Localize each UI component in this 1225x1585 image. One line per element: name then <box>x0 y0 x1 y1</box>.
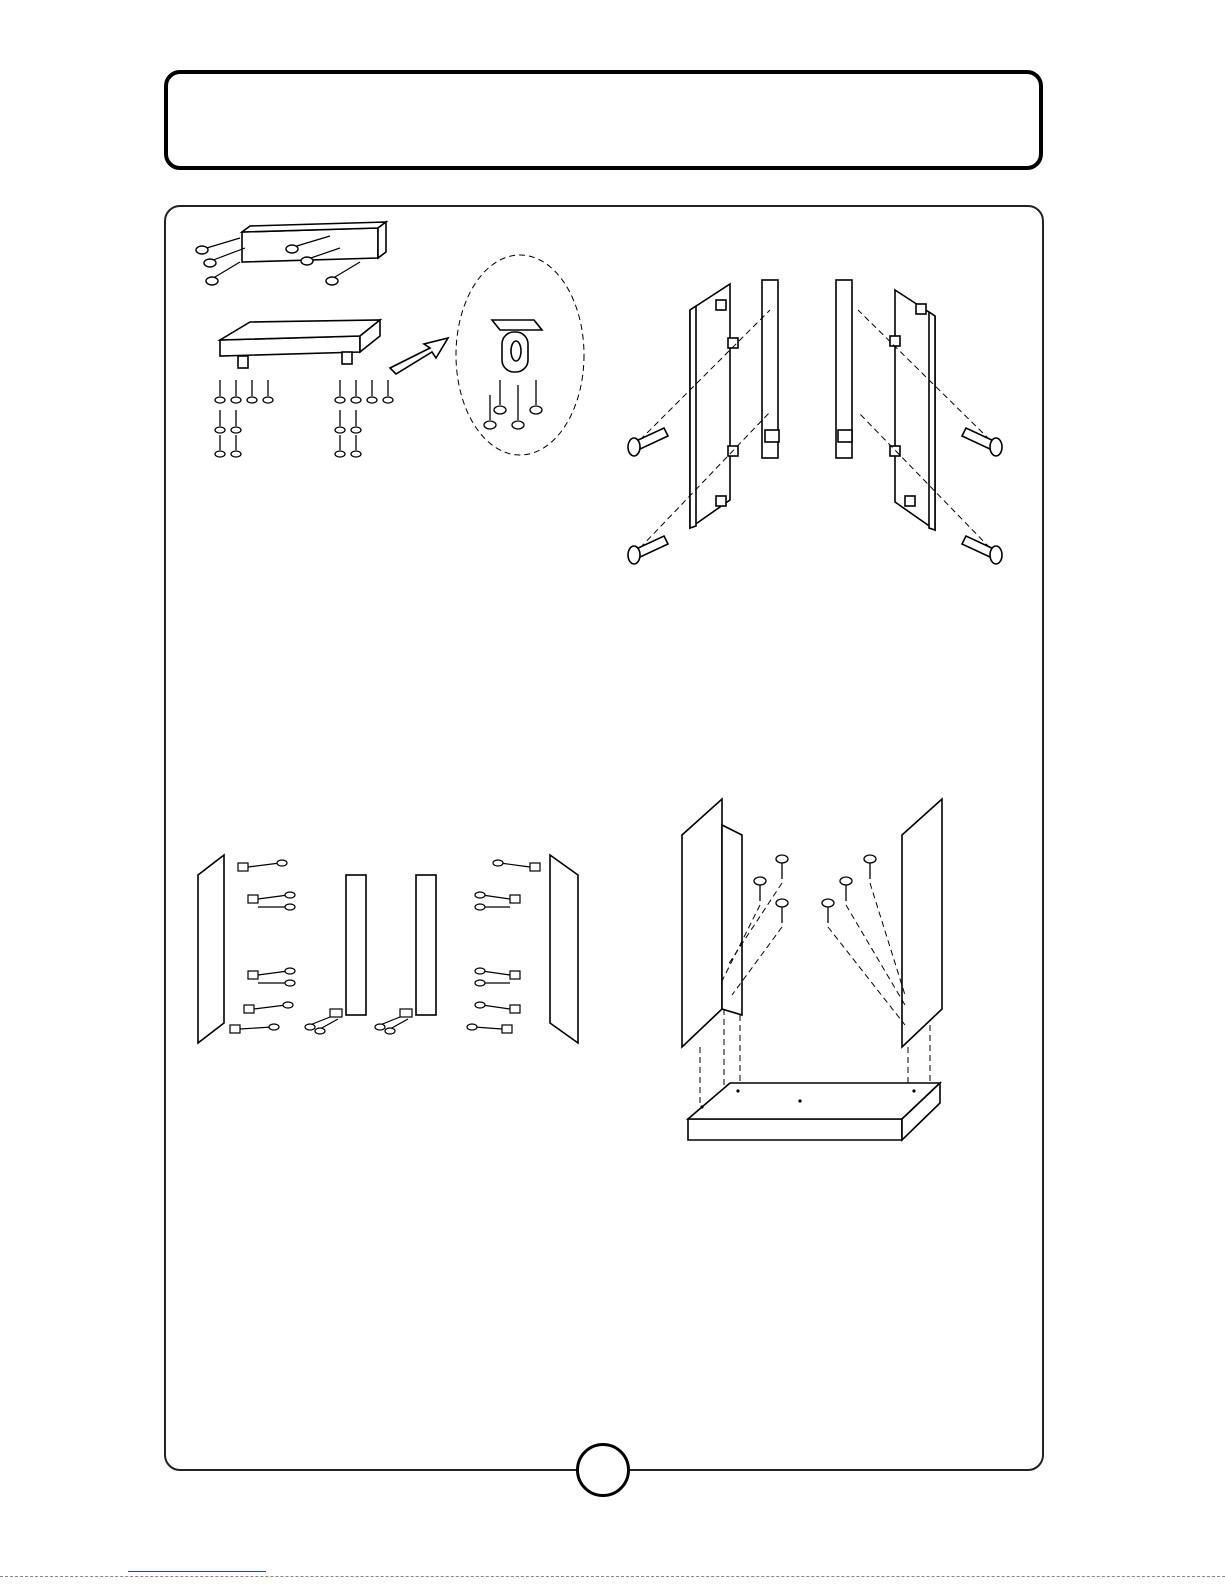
footer-divider <box>0 1576 1225 1577</box>
step-1-caster-diagram <box>190 220 590 470</box>
step-4-frame-assembly-diagram <box>680 795 950 1150</box>
step-2-side-panels-diagram <box>620 270 1010 570</box>
header-title-box <box>164 70 1043 170</box>
page-number-badge <box>576 1443 630 1497</box>
footer-link-underline[interactable] <box>128 1570 266 1572</box>
step-3-connectors-diagram <box>190 845 590 1055</box>
